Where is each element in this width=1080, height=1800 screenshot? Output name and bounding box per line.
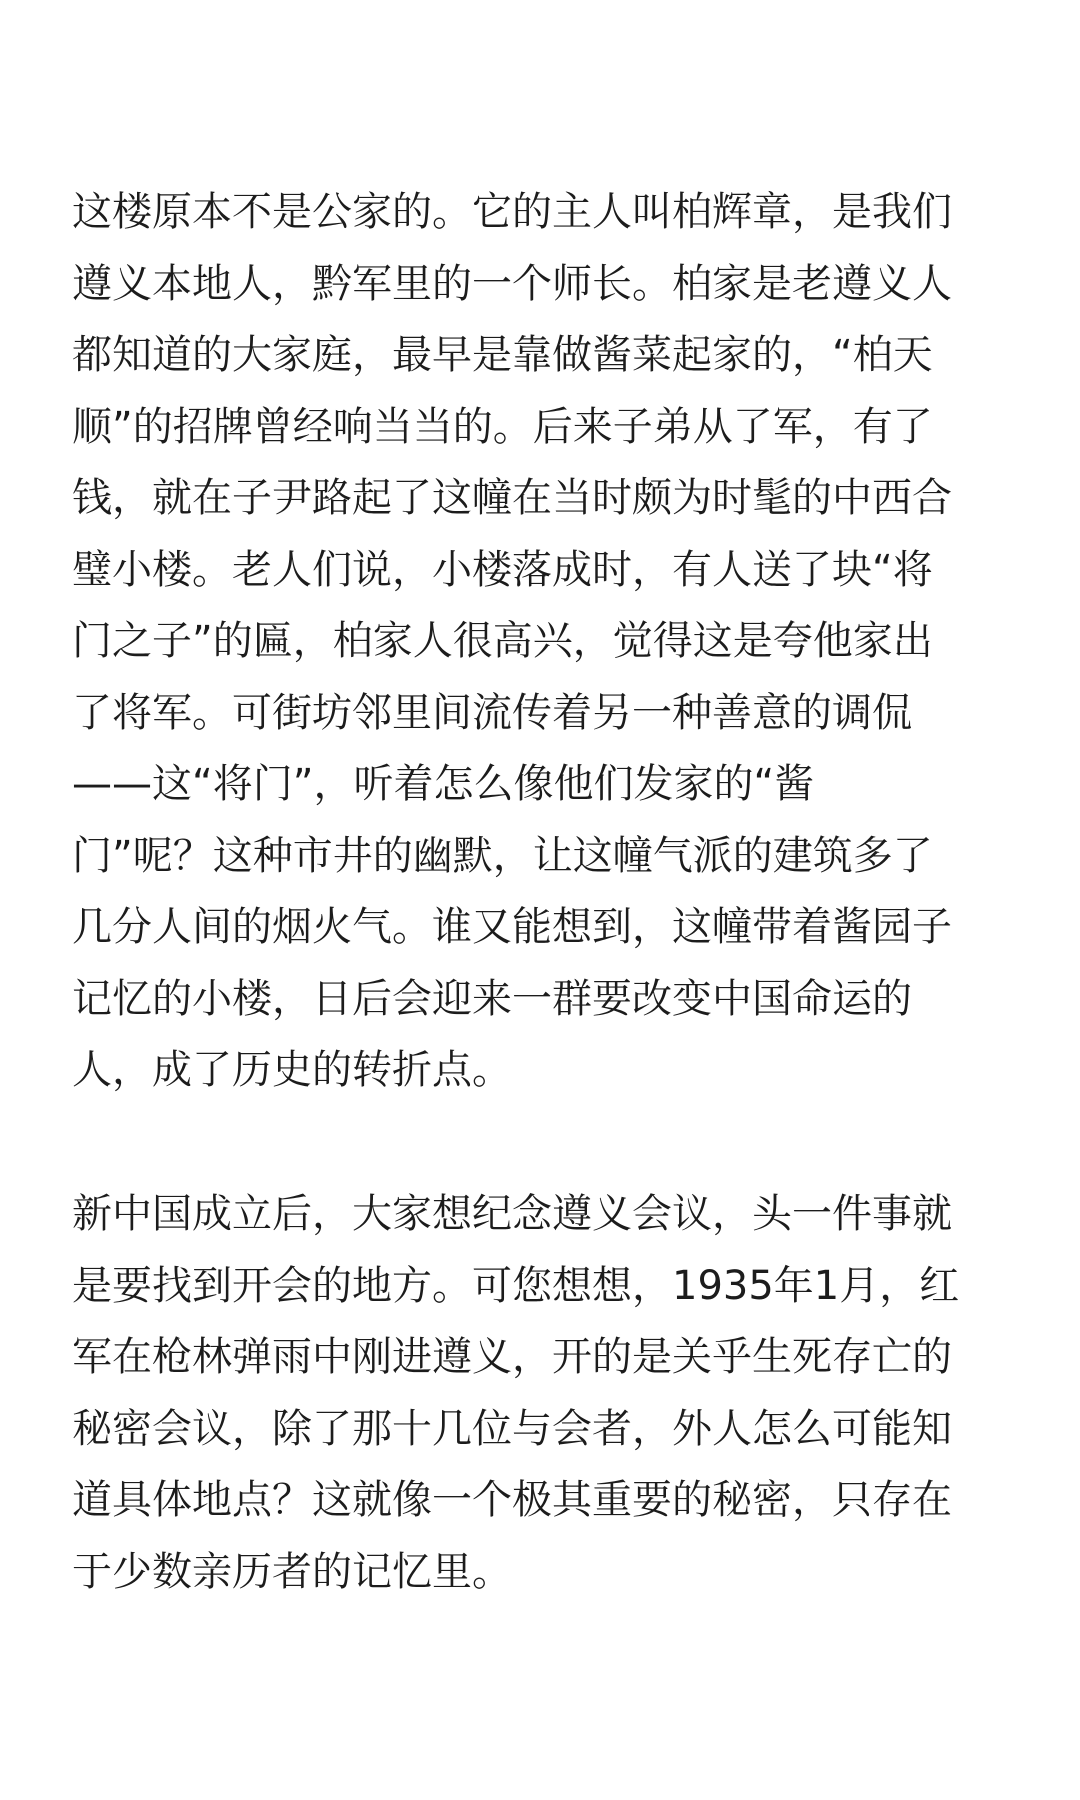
paragraph-2: 新中国成立后，大家想纪念遵义会议，头一件事就 是要找到开会的地方。可您想想，1935年1月，红 军在枪林弹雨中刚进遵义，开的是关乎生死存亡的 秘密会议，除了那十几位与会者，外人怎么可能知 道具体地点？这就像一个极其重要的秘密，只存在 于少数亲历者的记忆里。 bbox=[72, 1191, 960, 1595]
paragraph-1: 这楼原本不是公家的。它的主人叫柏辉章，是我们 遵义本地人，黔军里的一个师长。柏家是老遵义人 都知道的大家庭，最早是靠做酱菜起家的，“柏天 顺”的招牌曾经响当当的。后来子弟从了军，有了 钱，就在子尹路起了这幢在当时颇为时髦的中西合 璧小楼。老人们说，小楼落成时，有人送了块“将 门之子”的匾，柏家人很高兴，觉得这是夸他家出 了将军。可街坊邻里间流传着另一种善意的调侃 ——这“将门”，听着怎么像他们发家的“酱 门”呢？这种市井的幽默，让这幢气派的建筑多了 几分人间的烟火气。谁又能想到，这幢带着酱园子 记忆的小楼，日后会迎来一群要改变中国命运的 人，成了历史的转折点。 bbox=[72, 189, 952, 1093]
